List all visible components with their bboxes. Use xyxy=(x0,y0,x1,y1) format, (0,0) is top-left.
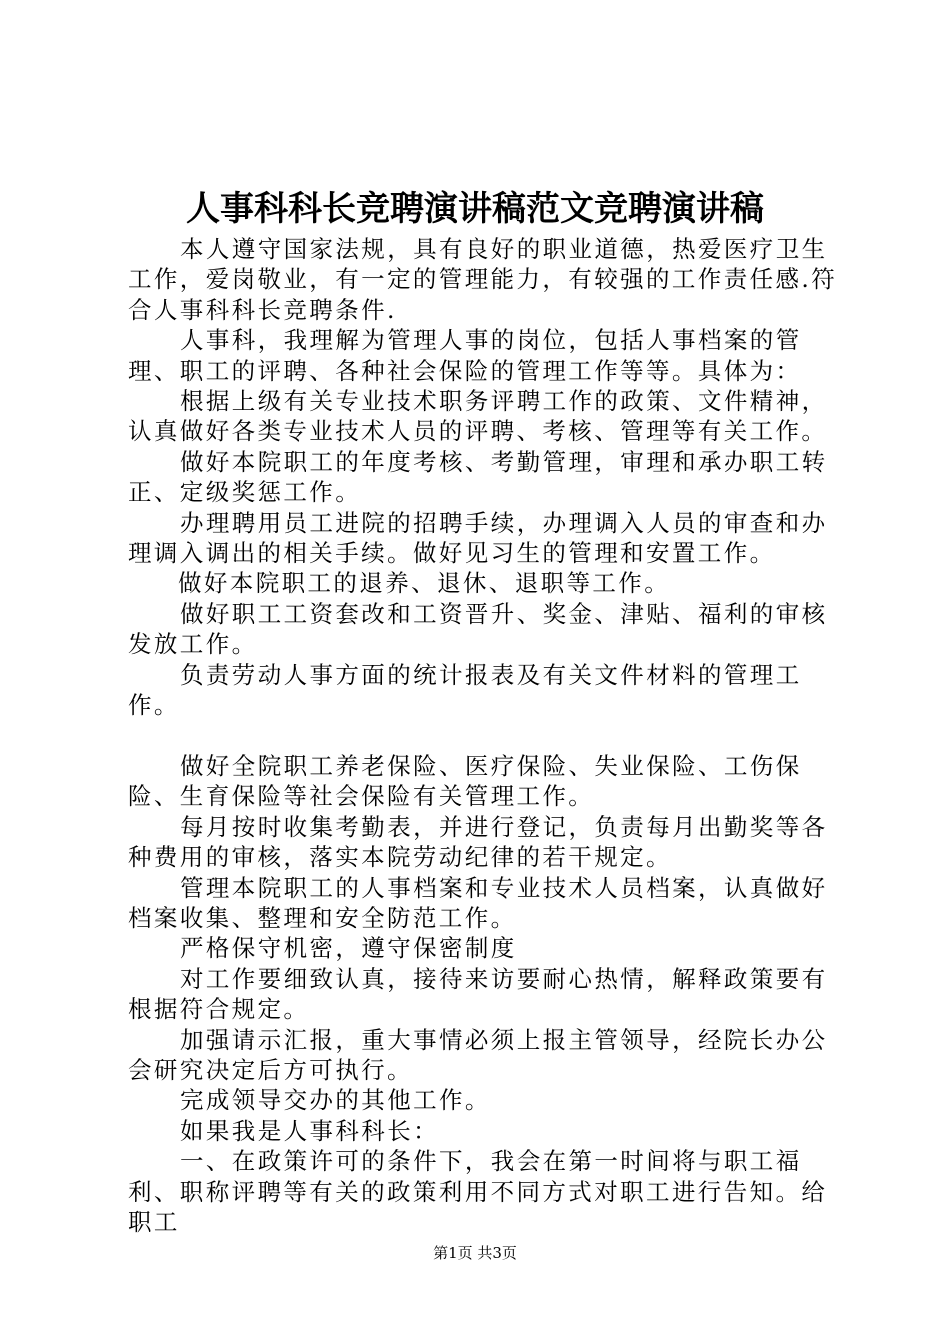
paragraph: 如果我是人事科科长： xyxy=(180,1116,439,1145)
paragraph: 每月按时收集考勤表，并进行登记，负责每月出勤奖等各种费用的审核，落实本院劳动纪律的若干规定。 xyxy=(128,812,828,872)
paragraph: 一、在政策许可的条件下，我会在第一时间将与职工福利、职称评聘等有关的政策利用不同方式对职工进行告知。给职工 xyxy=(128,1147,828,1236)
document-body xyxy=(128,234,848,1237)
page-footer: 第1页 共3页 xyxy=(433,1244,517,1262)
paragraph: 管理本院职工的人事档案和专业技术人员档案，认真做好档案收集、整理和安全防范工作。 xyxy=(128,873,828,932)
paragraph: 人事科，我理解为管理人事的岗位，包括人事档案的管理、职工的评聘、各种社会保险的管理工作等等。具体为： xyxy=(128,326,802,385)
paragraph: 做好职工工资套改和工资晋升、奖金、津贴、福利的审核发放工作。 xyxy=(128,599,828,659)
paragraph: 完成领导交办的其他工作。 xyxy=(180,1086,491,1115)
paragraph: 做好本院职工的年度考核、考勤管理，审理和承办职工转正、定级奖惩工作。 xyxy=(128,447,828,507)
paragraph: 严格保守机密，遵守保密制度 xyxy=(180,934,517,963)
paragraph: 做好全院职工养老保险、医疗保险、失业保险、工伤保险、生育保险等社会保险有关管理工作。 xyxy=(128,751,802,811)
page-title: 人事科科长竞聘演讲稿范文竞聘演讲稿 xyxy=(186,189,764,229)
paragraph: 加强请示汇报，重大事情必须上报主管领导，经院长办公会研究决定后方可执行。 xyxy=(128,1025,828,1084)
paragraph: 对工作要细致认真，接待来访要耐心热情，解释政策要有根据符合规定。 xyxy=(128,964,828,1024)
paragraph: 办理聘用员工进院的招聘手续，办理调入人员的审查和办理调入调出的相关手续。做好见习生的管理和安置工作。 xyxy=(128,508,828,568)
paragraph: 根据上级有关专业技术职务评聘工作的政策、文件精神，认真做好各类专业技术人员的评聘、考核、管理等有关工作。 xyxy=(128,387,828,446)
paragraph: 负责劳动人事方面的统计报表及有关文件材料的管理工作。 xyxy=(128,660,802,720)
blank-line xyxy=(128,721,848,751)
paragraph: 本人遵守国家法规，具有良好的职业道德，热爱医疗卫生工作，爱岗敬业，有一定的管理能力，有较强的工作责任感.符合人事科科长竞聘条件. xyxy=(128,235,838,324)
paragraph: 做好本院职工的退养、退休、退职等工作。 xyxy=(178,569,671,598)
